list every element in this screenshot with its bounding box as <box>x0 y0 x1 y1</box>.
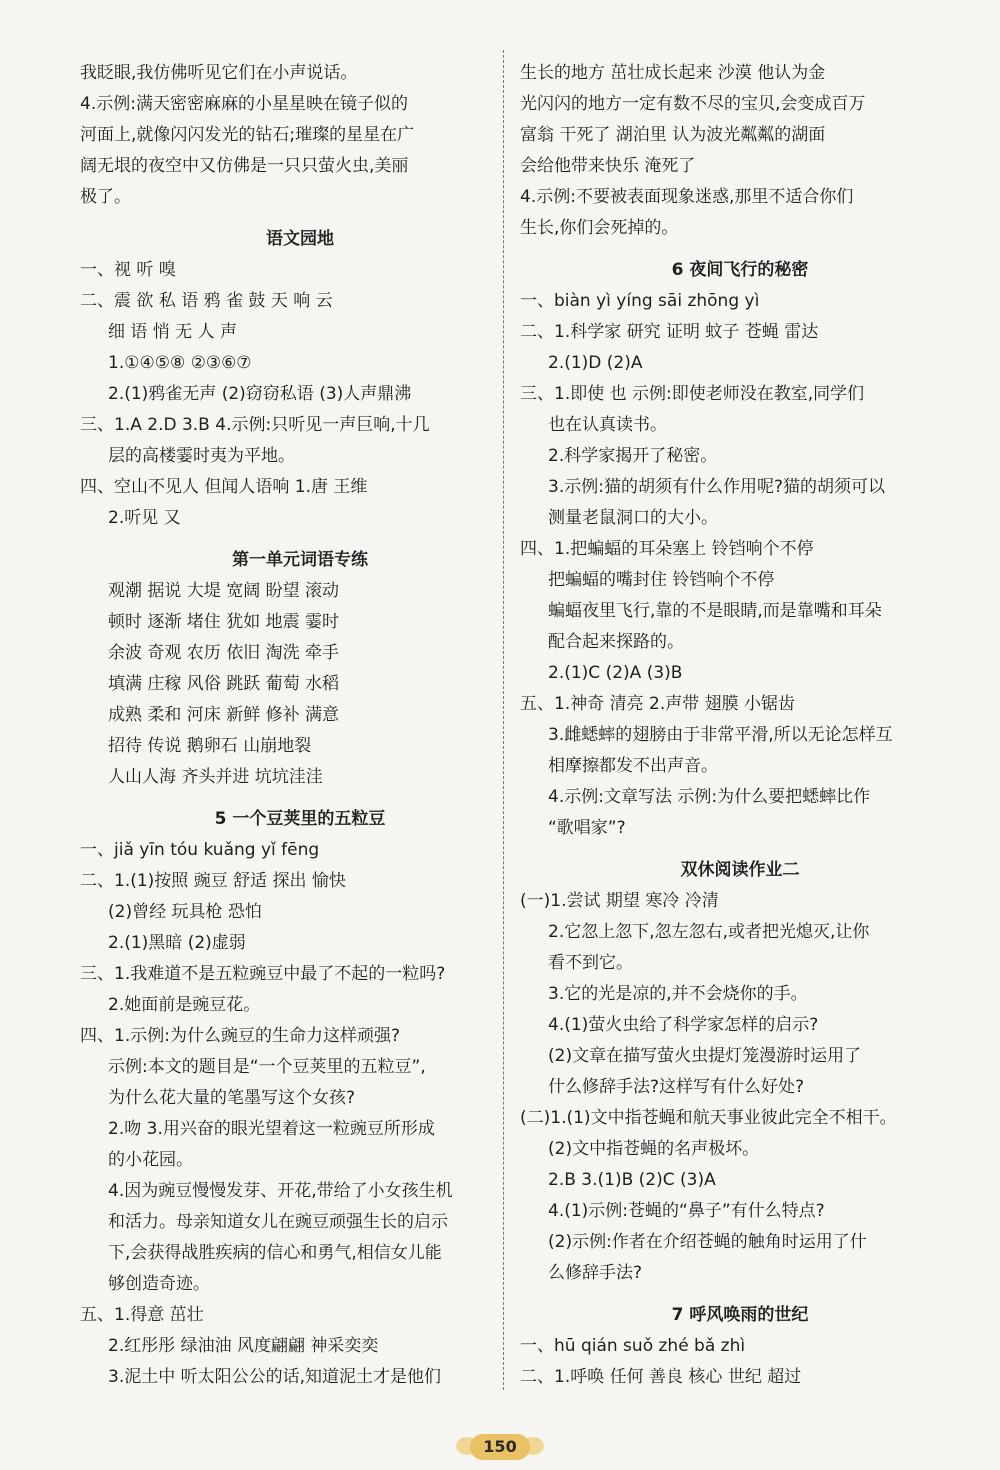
left-column <box>80 58 520 1393</box>
answer-line: 光闪闪的地方一定有数不尽的宝贝,会变成百万 <box>520 94 866 114</box>
answer-line: 层的高楼霎时夷为平地。 <box>108 446 295 466</box>
answer-line: 生长,你们会死掉的。 <box>520 218 679 238</box>
answer-line: 1.①④⑤⑧ ②③⑥⑦ <box>108 353 252 373</box>
answer-line: 顿时 逐渐 堵住 犹如 地震 霎时 <box>108 612 340 632</box>
answer-line: 成熟 柔和 河床 新鲜 修补 满意 <box>108 705 340 725</box>
answer-line: 2.它忽上忽下,忽左忽右,或者把光熄灭,让你 <box>548 922 870 942</box>
answer-line: 2.科学家揭开了秘密。 <box>548 446 718 466</box>
answer-line: 一、视 听 嗅 <box>80 260 176 280</box>
answer-line: 3.泥土中 听太阳公公的话,知道泥土才是他们 <box>108 1367 442 1387</box>
answer-line: 把蝙蝠的嘴封住 铃铛响个不停 <box>548 570 775 590</box>
section-title: 7 呼风唤雨的世纪 <box>671 1305 809 1325</box>
section-title: 双休阅读作业二 <box>680 860 800 880</box>
answer-line: 什么修辞手法?这样写有什么好处? <box>548 1077 805 1097</box>
answer-line: 一、jiǎ yīn tóu kuǎng yǐ fēng <box>80 840 320 860</box>
answer-line: 3.雌蟋蟀的翅膀由于非常平滑,所以无论怎样互 <box>548 725 893 745</box>
answer-line: 三、1.A 2.D 3.B 4.示例:只听见一声巨响,十几 <box>80 415 430 435</box>
answer-line: 3.它的光是凉的,并不会烧你的手。 <box>548 984 808 1004</box>
answer-line: 二、1.科学家 研究 证明 蚊子 苍蝇 雷达 <box>520 322 819 342</box>
section-title: 6 夜间飞行的秘密 <box>671 260 809 280</box>
answer-line: 四、空山不见人 但闻人语响 1.唐 王维 <box>80 477 368 497</box>
answer-line: 细 语 悄 无 人 声 <box>108 322 238 342</box>
answer-line: 2.吻 3.用兴奋的眼光望着这一粒豌豆所形成 <box>108 1119 435 1139</box>
answer-line: 五、1.得意 茁壮 <box>80 1305 204 1325</box>
answer-line: 三、1.我难道不是五粒豌豆中最了不起的一粒吗? <box>80 964 446 984</box>
answer-line: 配合起来探路的。 <box>548 632 684 652</box>
answer-line: 三、1.即使 也 示例:即使老师没在教室,同学们 <box>520 384 865 404</box>
answer-line: 下,会获得战胜疾病的信心和勇气,相信女儿能 <box>108 1243 442 1263</box>
answer-line: 2.B 3.(1)B (2)C (3)A <box>548 1170 716 1190</box>
answer-line: 极了。 <box>80 187 131 207</box>
answer-line: 么修辞手法? <box>548 1263 643 1283</box>
answer-line: 4.(1)示例:苍蝇的“鼻子”有什么特点? <box>548 1201 825 1221</box>
answer-line: 二、震 欲 私 语 鸦 雀 鼓 天 响 云 <box>80 291 333 311</box>
section-title: 第一单元词语专练 <box>232 550 368 570</box>
answer-line: 二、1.呼唤 任何 善良 核心 世纪 超过 <box>520 1367 802 1387</box>
answer-line: 蝙蝠夜里飞行,靠的不是眼睛,而是靠嘴和耳朵 <box>548 601 882 621</box>
answer-line: 填满 庄稼 风俗 跳跃 葡萄 水稻 <box>108 674 340 694</box>
answer-line: 相摩擦都发不出声音。 <box>548 756 718 776</box>
answer-line: (2)曾经 玩具枪 恐怕 <box>108 902 262 922</box>
answer-line: 河面上,就像闪闪发光的钻石;璀璨的星星在广 <box>80 125 415 145</box>
answer-line: 4.示例:不要被表面现象迷惑,那里不适合你们 <box>520 187 854 207</box>
answer-line: 一、hū qián suǒ zhé bǎ zhì <box>520 1336 746 1356</box>
answer-line: 我眨眼,我仿佛听见它们在小声说话。 <box>80 63 358 83</box>
answer-line: 2.(1)D (2)A <box>548 353 643 373</box>
answer-line: 二、1.(1)按照 豌豆 舒适 探出 愉快 <box>80 871 346 891</box>
answer-line: 2.(1)黑暗 (2)虚弱 <box>108 933 246 953</box>
section-title: 5 一个豆荚里的五粒豆 <box>214 809 386 829</box>
answer-line: 看不到它。 <box>548 953 633 973</box>
answer-line: 示例:本文的题目是“一个豆荚里的五粒豆”, <box>108 1057 426 1077</box>
answer-line: 余波 奇观 农历 依旧 淘洗 牵手 <box>108 643 340 663</box>
answer-line: 够创造奇迹。 <box>108 1274 210 1294</box>
answer-line: 2.红彤彤 绿油油 风度翩翩 神采奕奕 <box>108 1336 379 1356</box>
answer-line: “歌唱家”? <box>548 818 626 838</box>
answer-line: 阔无垠的夜空中又仿佛是一只只萤火虫,美丽 <box>80 156 409 176</box>
answer-line: 测量老鼠洞口的大小。 <box>548 508 718 528</box>
answer-line: 2.(1)C (2)A (3)B <box>548 663 683 683</box>
answer-line: 富翁 干死了 湖泊里 认为波光粼粼的湖面 <box>520 125 826 145</box>
answer-line: 人山人海 齐头并进 坑坑洼洼 <box>108 767 323 787</box>
answer-line: 四、1.示例:为什么豌豆的生命力这样顽强? <box>80 1026 400 1046</box>
answer-line: 4.示例:文章写法 示例:为什么要把蟋蟀比作 <box>548 787 871 807</box>
answer-line: 观潮 据说 大堤 宽阔 盼望 滚动 <box>108 581 340 601</box>
answer-line: (2)示例:作者在介绍苍蝇的触角时运用了什 <box>548 1232 867 1252</box>
answer-line: 的小花园。 <box>108 1150 193 1170</box>
answer-line: 为什么花大量的笔墨写这个女孩? <box>108 1088 356 1108</box>
section-title: 语文园地 <box>266 229 334 249</box>
answer-line: 3.示例:猫的胡须有什么作用呢?猫的胡须可以 <box>548 477 885 497</box>
answer-line: 4.(1)萤火虫给了科学家怎样的启示? <box>548 1015 819 1035</box>
answer-line: 生长的地方 茁壮成长起来 沙漠 他认为金 <box>520 63 826 83</box>
answer-line: (2)文章在描写萤火虫提灯笼漫游时运用了 <box>548 1046 862 1066</box>
answer-line: 一、biàn yì yíng sāi zhōng yì <box>520 291 760 311</box>
answer-line: 也在认真读书。 <box>548 415 667 435</box>
right-column <box>520 58 960 1393</box>
answer-line: (2)文中指苍蝇的名声极坏。 <box>548 1139 760 1159</box>
answer-line: (二)1.(1)文中指苍蝇和航天事业彼此完全不相干。 <box>520 1108 897 1128</box>
answer-line: 招待 传说 鹅卵石 山崩地裂 <box>108 736 312 756</box>
answer-line: (一)1.尝试 期望 寒冷 冷清 <box>520 891 719 911</box>
answer-line: 2.她面前是豌豆花。 <box>108 995 261 1015</box>
page-number: 150 <box>470 1434 530 1460</box>
answer-line: 2.听见 又 <box>108 508 181 528</box>
answer-line: 四、1.把蝙蝠的耳朵塞上 铃铛响个不停 <box>520 539 814 559</box>
answer-line: 2.(1)鸦雀无声 (2)窃窃私语 (3)人声鼎沸 <box>108 384 412 404</box>
answer-line: 4.示例:满天密密麻麻的小星星映在镜子似的 <box>80 94 408 114</box>
answer-line: 4.因为豌豆慢慢发芽、开花,带给了小女孩生机 <box>108 1181 453 1201</box>
answer-line: 五、1.神奇 清亮 2.声带 翅膜 小锯齿 <box>520 694 796 714</box>
answer-line: 会给他带来快乐 淹死了 <box>520 156 696 176</box>
answer-line: 和活力。母亲知道女儿在豌豆顽强生长的启示 <box>108 1212 448 1232</box>
